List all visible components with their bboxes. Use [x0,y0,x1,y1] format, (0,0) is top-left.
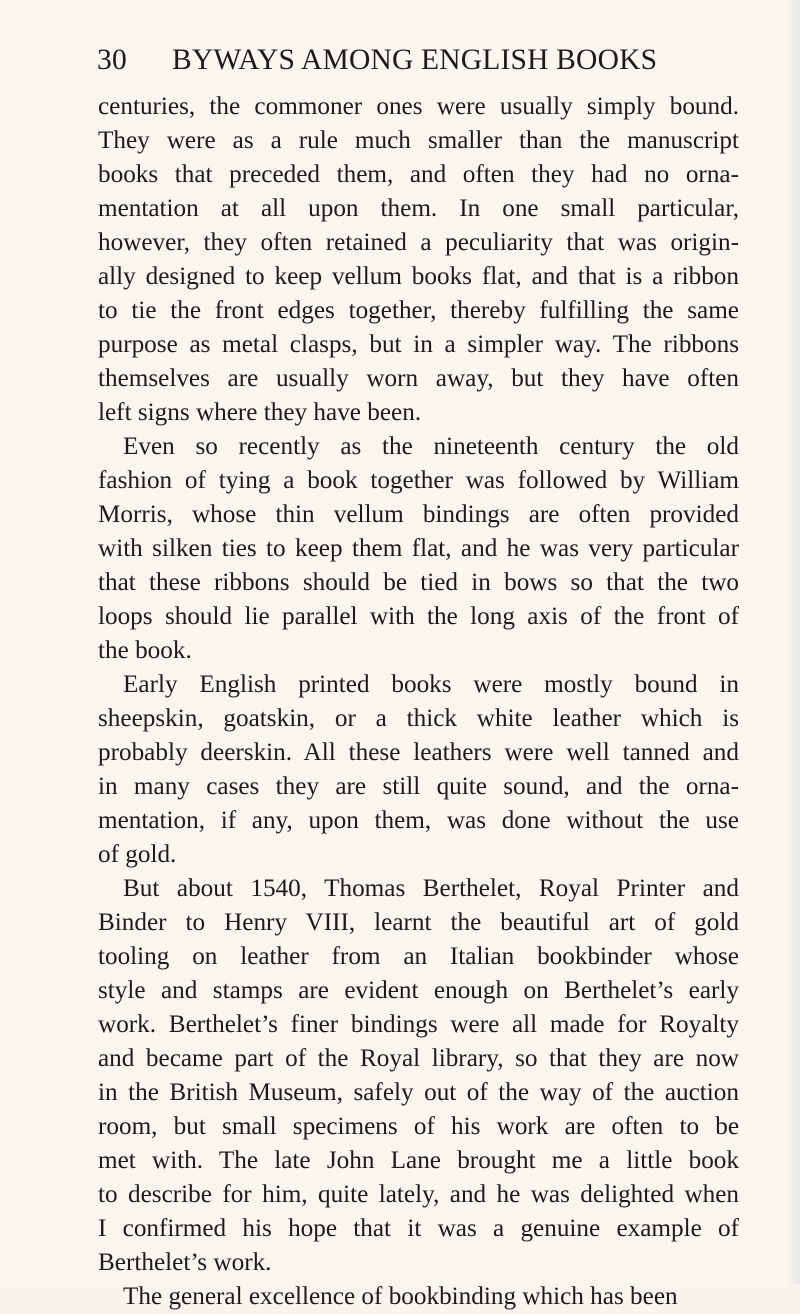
text-line: Binder to Henry VIII, learnt the beautiful art of gold [98,909,739,936]
text-line: met with. The late John Lane brought me a little book [98,1147,739,1174]
page-header [97,44,737,80]
text-line: the book. [98,637,192,664]
text-line: sheepskin, goatskin, or a thick white leather which is [98,705,739,732]
text-line: style and stamps are evident enough on Berthelet’s early [98,977,739,1004]
text-line: of gold. [98,841,177,868]
text-line: They were as a rule much smaller than the manuscript [98,127,739,154]
text-line: Berthelet’s work. [98,1249,272,1276]
text-line: ally designed to keep vellum books flat, and that is a ribbon [98,263,739,290]
text-line: and became part of the Royal library, so that they are now [98,1045,739,1072]
text-line: Morris, whose thin vellum bindings are often provided [98,501,739,528]
text-line: But about 1540, Thomas Berthelet, Royal Printer and [123,875,739,902]
running-title: BYWAYS AMONG ENGLISH BOOKS [172,44,658,76]
text-line: mentation at all upon them. In one small particular, [98,195,739,222]
body-text [98,90,739,1314]
text-line: I confirmed his hope that it was a genuine example of [98,1215,739,1242]
text-line: probably deerskin. All these leathers were well tanned and [98,739,739,766]
text-line: mentation, if any, upon them, was done without the use [98,807,739,834]
text-line: tooling on leather from an Italian bookbinder whose [98,943,739,970]
text-line: to tie the front edges together, thereby fulfilling the same [98,297,739,324]
text-line: in the British Museum, safely out of the way of the auction [98,1079,739,1106]
text-line: to describe for him, quite lately, and he was delighted when [98,1181,739,1208]
text-line: fashion of tying a book together was followed by William [98,467,739,494]
text-line: with silken ties to keep them flat, and he was very particular [98,535,739,562]
text-line: themselves are usually worn away, but they have often [98,365,739,392]
text-line: Even so recently as the nineteenth century the old [123,433,739,460]
page-edge-shadow [786,0,800,1284]
page-number: 30 [97,44,127,76]
text-line: loops should lie parallel with the long axis of the front of [98,603,739,630]
text-line: centuries, the commoner ones were usually simply bound. [98,93,739,120]
text-line: in many cases they are still quite sound, and the orna- [98,773,739,800]
text-line: The general excellence of bookbinding which has been [123,1283,678,1310]
text-line: room, but small specimens of his work are often to be [98,1113,739,1140]
text-line: books that preceded them, and often they had no orna- [98,161,739,188]
text-line: however, they often retained a peculiarity that was origin- [98,229,739,256]
text-line: left signs where they have been. [98,399,422,426]
text-line: purpose as metal clasps, but in a simpler way. The ribbons [98,331,739,358]
text-line: work. Berthelet’s finer bindings were all made for Royalty [98,1011,739,1038]
text-line: Early English printed books were mostly bound in [123,671,739,698]
text-line: that these ribbons should be tied in bows so that the two [98,569,739,596]
